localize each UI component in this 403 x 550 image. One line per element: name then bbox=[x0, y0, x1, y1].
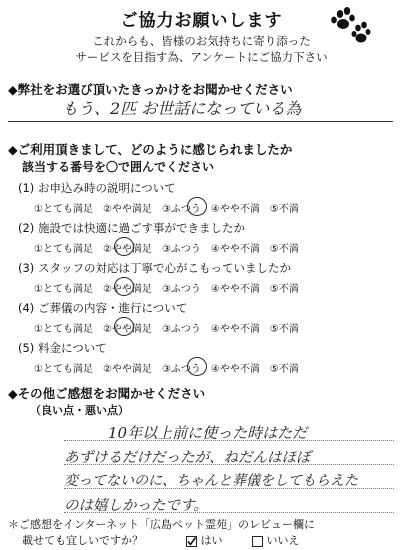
review-consent-question-line-2: 載せても宜しいですか？ bbox=[22, 534, 143, 547]
comment-line-4: のは嬉しかったです。 bbox=[64, 498, 208, 514]
selection-circle bbox=[187, 197, 207, 216]
options-row-1 bbox=[34, 200, 309, 215]
option-dissatisfied[interactable]: ④やや不満 bbox=[210, 284, 260, 295]
option-dissatisfied[interactable]: ④やや不満 bbox=[210, 244, 260, 255]
option-satisfied[interactable]: ②やや満足 bbox=[102, 284, 152, 295]
section2-subheading: 該当する番号を〇で囲んでください bbox=[22, 160, 215, 174]
option-very-satisfied[interactable]: ①とても満足 bbox=[34, 324, 93, 335]
comment-line-3: 変ってないのに、ちゃんと葬儀をしてもらえた bbox=[64, 473, 358, 489]
option-satisfied[interactable]: ②やや満足 bbox=[102, 204, 152, 215]
option-very-dissatisfied[interactable]: ⑤不満 bbox=[269, 364, 299, 375]
section3-heading: ◆その他ご感想をお聞かせください bbox=[8, 386, 206, 401]
comment-line-2: あずけるだけだったが、ねだんはほぼ bbox=[64, 450, 311, 466]
option-dissatisfied[interactable]: ④やや不満 bbox=[210, 364, 260, 375]
section1-heading: ◆弊社をお選び頂いたきっかけをお聞かせください bbox=[8, 82, 293, 97]
question-5: (5) 料金について bbox=[18, 341, 107, 355]
option-satisfied[interactable]: ②やや満足 bbox=[102, 324, 152, 335]
selection-circle bbox=[187, 357, 207, 376]
option-very-dissatisfied[interactable]: ⑤不満 bbox=[269, 204, 299, 215]
option-very-satisfied[interactable]: ①とても満足 bbox=[34, 204, 93, 215]
answer-underline bbox=[8, 121, 393, 122]
option-very-satisfied[interactable]: ①とても満足 bbox=[34, 364, 93, 375]
question-2: (2) 施設では快適に過ごす事ができましたか bbox=[18, 221, 245, 235]
option-satisfied[interactable]: ②やや満足 bbox=[102, 364, 152, 375]
section2-heading: ◆ご利用頂きまして、どのように感じられましたか bbox=[8, 142, 293, 157]
consent-no-option[interactable] bbox=[252, 532, 300, 548]
checkbox-checked-icon[interactable] bbox=[186, 536, 197, 547]
selection-circle bbox=[114, 237, 134, 256]
consent-yes-label: はい bbox=[200, 534, 223, 547]
option-very-dissatisfied[interactable]: ⑤不満 bbox=[269, 324, 299, 335]
options-row-4 bbox=[34, 320, 309, 335]
option-neutral[interactable]: ③ふつう bbox=[161, 244, 201, 255]
options-row-2 bbox=[34, 240, 309, 255]
page-title: ご協力お願いします bbox=[120, 11, 283, 31]
option-neutral[interactable]: ③ふつう bbox=[161, 324, 201, 335]
options-row-3 bbox=[34, 280, 309, 295]
option-very-satisfied[interactable]: ①とても満足 bbox=[34, 284, 93, 295]
consent-yes-option[interactable] bbox=[186, 532, 223, 548]
question-4: (4) ご葬儀の内容・進行について bbox=[18, 301, 188, 315]
option-very-dissatisfied[interactable]: ⑤不満 bbox=[269, 244, 299, 255]
intro-line-2: サービスを目指す為、アンケートにご協力下さい bbox=[75, 50, 328, 64]
option-neutral[interactable]: ③ふつう bbox=[161, 364, 201, 375]
checkbox-empty-icon[interactable] bbox=[252, 536, 263, 547]
option-dissatisfied[interactable]: ④やや不満 bbox=[210, 204, 260, 215]
section3-subheading: （良い点・悪い点） bbox=[30, 404, 129, 417]
option-neutral[interactable]: ③ふつう bbox=[161, 204, 201, 215]
option-very-satisfied[interactable]: ①とても満足 bbox=[34, 244, 93, 255]
comment-line-1: 10年以上前に使った時はただ bbox=[108, 424, 308, 442]
question-1: (1) お申込み時の説明について bbox=[18, 181, 176, 195]
option-satisfied[interactable]: ②やや満足 bbox=[102, 244, 152, 255]
option-neutral[interactable]: ③ふつう bbox=[161, 284, 201, 295]
review-consent-question: ＊ご感想をインターネット「広島ペット霊苑」のレビュー欄に bbox=[8, 518, 316, 531]
selection-circle bbox=[114, 317, 134, 336]
consent-no-label: いいえ bbox=[266, 534, 300, 547]
intro-line-1: これからも、皆様のお気持ちに寄り添った bbox=[92, 34, 311, 48]
question-3: (3) スタッフの対応は丁寧で心がこもっていましたか bbox=[18, 261, 291, 275]
section1-answer: もう、2匹 お世話になっている為 bbox=[62, 99, 302, 118]
options-row-5 bbox=[34, 360, 309, 375]
option-very-dissatisfied[interactable]: ⑤不満 bbox=[269, 284, 299, 295]
selection-circle bbox=[114, 277, 134, 296]
option-dissatisfied[interactable]: ④やや不満 bbox=[210, 324, 260, 335]
